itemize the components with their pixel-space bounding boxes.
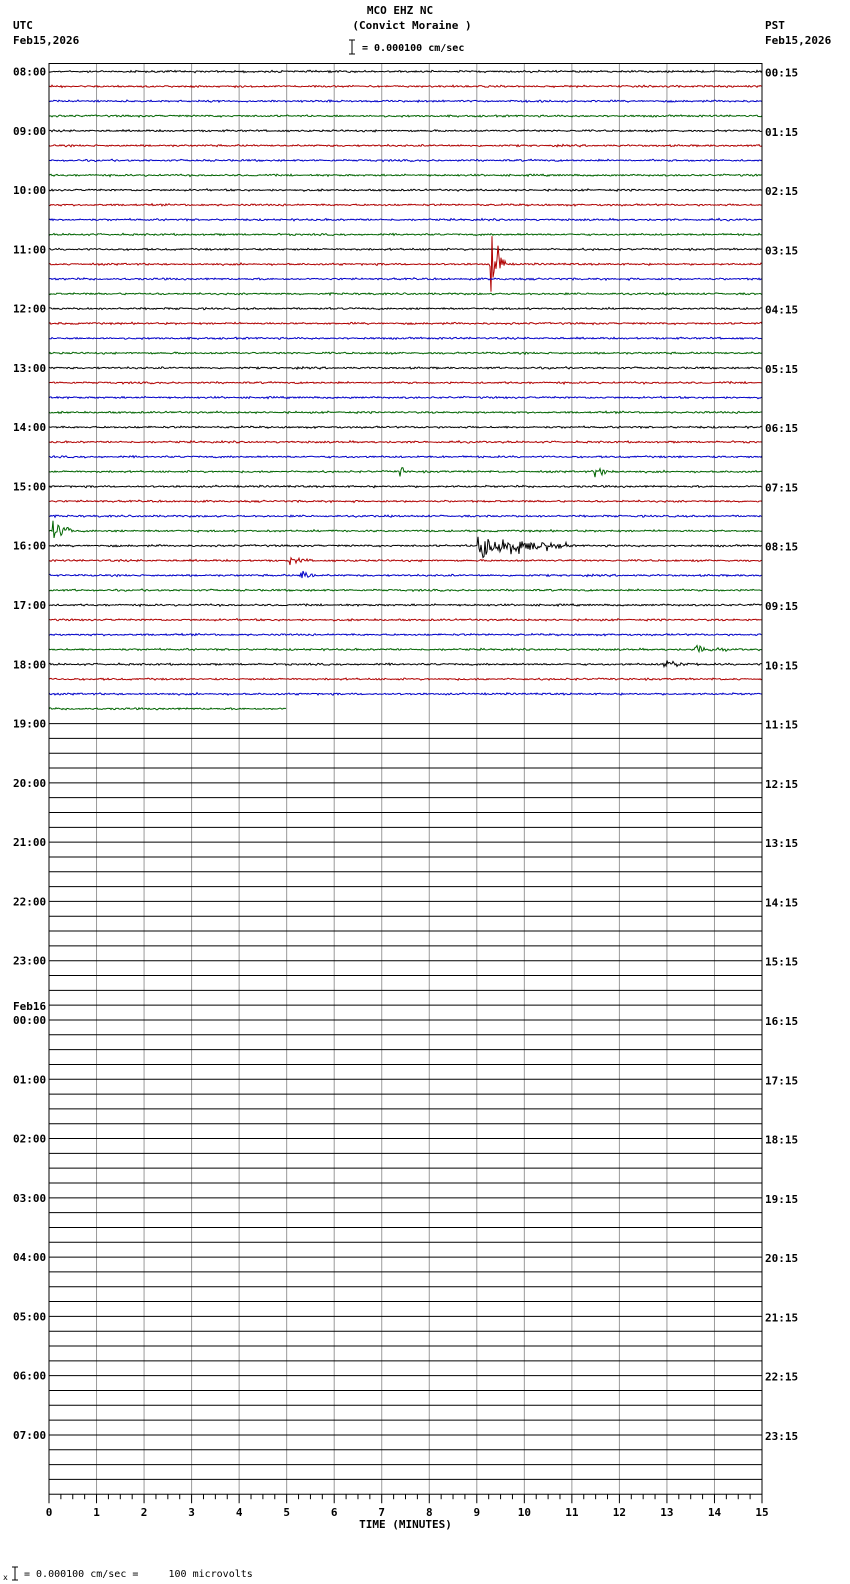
trace-line xyxy=(49,441,762,443)
trace-line xyxy=(49,558,762,565)
trace-line xyxy=(49,634,762,636)
pst-hour-label: 13:15 xyxy=(765,837,799,851)
trace-line xyxy=(49,456,762,458)
x-tick-label: 3 xyxy=(188,1506,195,1520)
pst-hour-label: 09:15 xyxy=(765,600,799,614)
pst-hour-label: 07:15 xyxy=(765,481,799,495)
pst-hour-label: 11:15 xyxy=(765,718,799,732)
x-tick-label: 8 xyxy=(425,1506,433,1520)
utc-hour-label: 09:00 xyxy=(13,124,47,138)
utc-hour-label: 14:00 xyxy=(13,421,47,435)
trace-line xyxy=(49,396,762,398)
pst-hour-label: 23:15 xyxy=(765,1429,799,1443)
x-axis xyxy=(46,1494,769,1531)
trace-line xyxy=(49,678,762,680)
right-timezone: PST xyxy=(765,19,785,32)
trace-line xyxy=(49,144,762,146)
utc-hour-label: 16:00 xyxy=(13,539,47,553)
utc-hour-label: 13:00 xyxy=(13,361,47,375)
pst-hour-label: 02:15 xyxy=(765,185,799,199)
pst-hour-label: 08:15 xyxy=(765,540,799,554)
trace-line xyxy=(49,660,762,666)
scale-label: = 0.000100 cm/sec xyxy=(362,43,465,54)
utc-hour-label: 04:00 xyxy=(13,1251,47,1265)
pst-hour-label: 03:15 xyxy=(765,244,799,258)
utc-hour-label: 15:00 xyxy=(13,480,47,494)
trace-line xyxy=(49,278,762,281)
pst-hour-label: 12:15 xyxy=(765,777,799,791)
footer-calibration: = 0.000100 cm/sec = 100 microvolts xyxy=(24,1569,253,1580)
utc-hour-label: 08:00 xyxy=(13,65,47,79)
utc-hour-label: 02:00 xyxy=(13,1132,47,1146)
trace-line xyxy=(49,115,762,117)
x-tick-label: 4 xyxy=(235,1506,243,1520)
pst-hour-label: 04:15 xyxy=(765,303,799,317)
utc-hour-label: 19:00 xyxy=(13,717,47,731)
utc-hour-label: 06:00 xyxy=(13,1369,47,1383)
site-title: (Convict Moraine ) xyxy=(352,19,472,32)
utc-hour-label: 17:00 xyxy=(13,599,47,613)
station-title: MCO EHZ NC xyxy=(366,4,434,17)
pst-hour-label: 05:15 xyxy=(765,362,799,376)
trace-line xyxy=(49,604,762,606)
utc-hour-label: 01:00 xyxy=(13,1073,47,1087)
trace-line xyxy=(49,589,762,591)
trace-line xyxy=(49,485,762,487)
trace-line xyxy=(49,693,762,696)
trace-line xyxy=(49,468,762,478)
utc-hour-label: 10:00 xyxy=(13,184,47,198)
trace-line xyxy=(49,571,762,578)
trace-line xyxy=(49,159,762,161)
utc-hour-label: 07:00 xyxy=(13,1428,47,1442)
trace-line xyxy=(49,233,762,235)
trace-line xyxy=(49,537,762,558)
x-tick-label: 10 xyxy=(517,1506,531,1520)
x-tick-label: 5 xyxy=(283,1506,290,1520)
x-tick-label: 7 xyxy=(378,1506,386,1520)
trace-line xyxy=(49,218,762,220)
trace-line xyxy=(49,337,762,339)
trace-line xyxy=(49,411,762,413)
pst-hour-label: 22:15 xyxy=(765,1370,799,1384)
date-change-label: Feb16 xyxy=(13,999,47,1013)
trace-line xyxy=(49,515,762,517)
pst-hour-label: 18:15 xyxy=(765,1133,799,1147)
x-tick-label: 13 xyxy=(660,1506,674,1520)
trace-line xyxy=(49,322,762,324)
footer-scale-bar xyxy=(3,1567,18,1582)
right-date: Feb15,2026 xyxy=(765,34,832,47)
pst-hour-label: 17:15 xyxy=(765,1074,799,1088)
x-tick-label: 0 xyxy=(45,1506,53,1520)
trace-line xyxy=(49,248,762,250)
trace-line xyxy=(49,382,762,384)
utc-hour-label: 23:00 xyxy=(13,954,47,968)
left-timezone: UTC xyxy=(13,19,33,32)
trace-line xyxy=(49,174,762,176)
x-tick-label: 2 xyxy=(140,1506,148,1520)
x-tick-label: 1 xyxy=(93,1506,100,1520)
trace-line xyxy=(49,426,762,428)
trace-line xyxy=(49,367,762,369)
trace-line xyxy=(49,500,762,503)
utc-hour-label: 21:00 xyxy=(13,836,47,850)
x-tick-label: 15 xyxy=(755,1506,769,1520)
pst-hour-label: 20:15 xyxy=(765,1252,799,1266)
empty-trace-lines xyxy=(49,724,762,1480)
utc-hour-label: 20:00 xyxy=(13,776,47,790)
trace-line xyxy=(49,236,762,292)
trace-line xyxy=(49,100,762,102)
pst-hour-label: 01:15 xyxy=(765,125,799,139)
trace-line xyxy=(49,204,762,206)
pst-hour-label: 21:15 xyxy=(765,1311,799,1325)
trace-line xyxy=(49,293,762,295)
pst-hour-label: 00:15 xyxy=(765,66,799,80)
utc-hour-label: 12:00 xyxy=(13,302,47,316)
trace-line xyxy=(49,70,762,72)
x-tick-label: 11 xyxy=(565,1506,579,1520)
svg-text:x: x xyxy=(3,1573,8,1582)
x-tick-label: 12 xyxy=(612,1506,627,1520)
trace-line xyxy=(49,521,762,538)
x-tick-label: 14 xyxy=(707,1506,722,1520)
utc-hour-label: 11:00 xyxy=(13,243,47,257)
utc-hour-label: 03:00 xyxy=(13,1191,47,1205)
pst-labels xyxy=(765,67,798,1443)
scale-bar xyxy=(349,40,355,54)
pst-hour-label: 15:15 xyxy=(765,955,799,969)
trace-line xyxy=(49,307,762,309)
trace-line xyxy=(49,189,762,191)
x-tick-label: 6 xyxy=(330,1506,338,1520)
trace-line xyxy=(49,646,762,652)
left-date: Feb15,2026 xyxy=(13,34,80,47)
pst-hour-label: 06:15 xyxy=(765,422,799,436)
pst-hour-label: 14:15 xyxy=(765,896,799,910)
utc-hour-label: 00:00 xyxy=(13,1013,47,1027)
trace-line xyxy=(49,708,286,710)
trace-line xyxy=(49,619,762,621)
pst-hour-label: 16:15 xyxy=(765,1014,799,1028)
utc-labels xyxy=(13,66,46,1442)
utc-hour-label: 18:00 xyxy=(13,658,47,672)
x-tick-label: 9 xyxy=(473,1506,481,1520)
utc-hour-label: 22:00 xyxy=(13,895,47,909)
pst-hour-label: 10:15 xyxy=(765,659,799,673)
trace-line xyxy=(49,352,762,354)
utc-hour-label: 05:00 xyxy=(13,1310,47,1324)
x-axis-label: TIME (MINUTES) xyxy=(359,1518,452,1532)
trace-line xyxy=(49,130,762,132)
traces xyxy=(49,70,762,710)
trace-line xyxy=(49,85,762,87)
pst-hour-label: 19:15 xyxy=(765,1192,799,1206)
